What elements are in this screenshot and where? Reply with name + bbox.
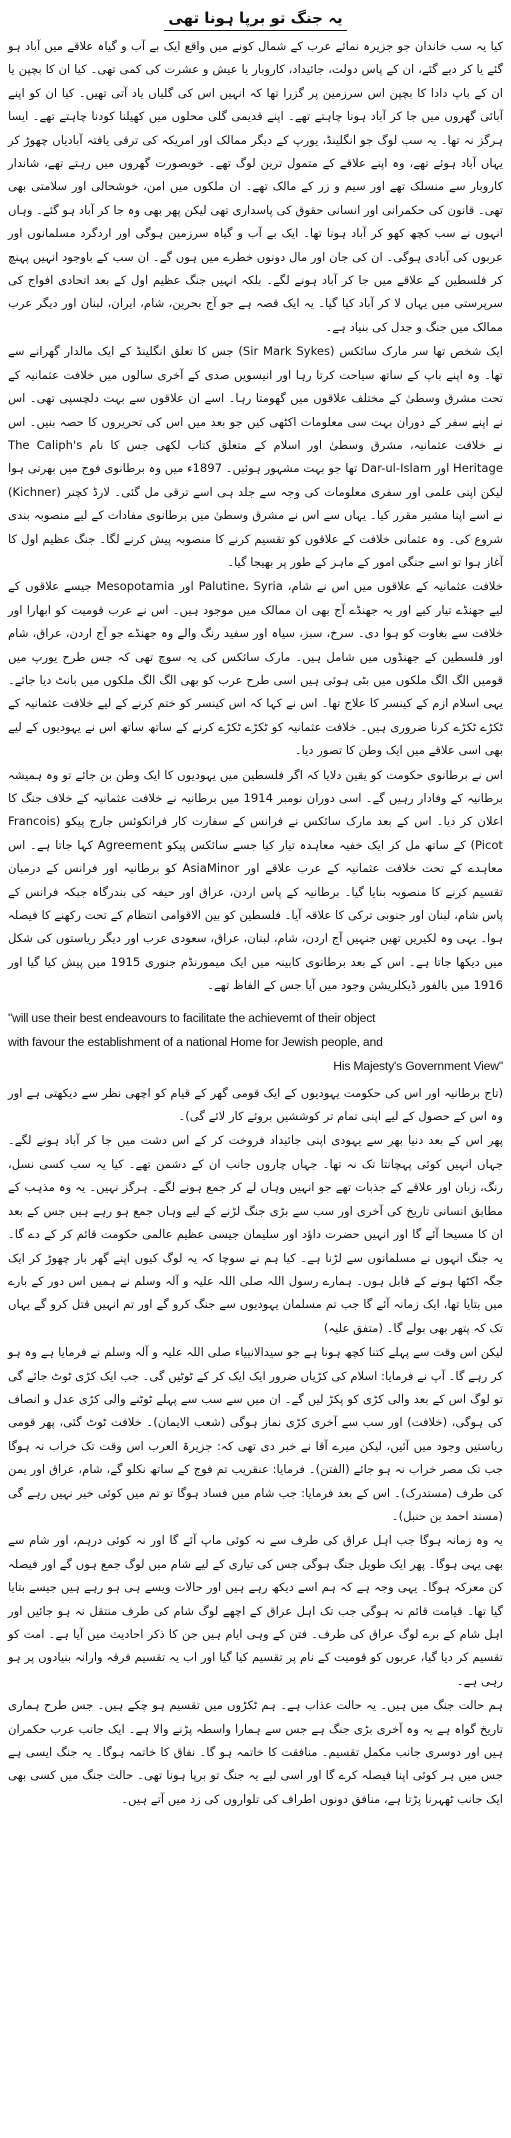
- paragraph: ہم حالت جنگ میں ہیں۔ یہ حالت عذاب ہے۔ ہم ٹکڑوں میں تقسیم ہو چکے ہیں۔ جس طرح ہماری تاریخ گواہ ہے یہ وہ آخری بڑی جنگ ہے جس سے ہمارا واسطہ پڑنے والا ہے۔ ایک جانب عرب حکمران ہیں اور دوسری جانب مکمل تقسیم۔ منافقت کا خاتمہ ہو گا۔ نفاق کا خاتمہ ہوگا۔ یہ جنگ ایسی ہے جس میں ہر کوئی اپنا فیصلہ کرے گا اور اسی لیے یہ جنگ تو برپا ہونا تھی۔ حالت جنگ میں کسی بھی ایک جانب ٹھہرنا پڑتا ہے، منافق دونوں اطراف کی تلواروں کی زد میں آتے ہیں۔: [8, 1698, 503, 1806]
- quote-line: with favour the establishment of a national Home for Jewish people, and: [8, 1034, 383, 1049]
- paragraph: پھر اس کے بعد دنیا بھر سے یہودی اپنی جائیداد فروخت کر کے اس دشت میں جا کر آباد ہونے لگے۔ جہاں انہیں کوئی پہچانتا تک نہ تھا۔ جہاں چاروں جانب ان کے دشمن تھے۔ کیا یہ سب کسی نسل، رنگ، زبان اور علاقے کے جذبات تھے جو انہیں وہاں لے کر جمع ہونے لگے۔ ہرگز نہیں۔ یہ وہ مذہب کے مطابق انسانی تاریخ کی آخری اور سب سے بڑی جنگ لڑنے کے لیے وہاں جمع ہو رہے ہیں جس کے بعد ان کا مسیحا آئے گا اور انہیں حضرت داؤد اور سلیمان جیسی عظیم عالمی حکومت قائم کر کے دے گا۔ یہ جنگ انہوں نے مسلمانوں سے لڑنا ہے۔ کیا ہم نے سوچا کہ یہ لوگ کیوں اپنے گھر بار چھوڑ کر ایک جگہ اکٹھا ہونے کے قابل ہوں۔ ہمارے رسول اللہ صلی اللہ علیہ و آلہ وسلم نے ہمیں اس دور کے بارے میں بتایا تھا، ایک زمانہ آئے گا جب تم مسلمان یہودیوں سے جنگ کرو گے اور تم انہیں قتل کرو گے یہاں تک کہ پتھر بھی بولے گا۔ (متفق علیہ): [8, 1133, 503, 1335]
- article-headline: یہ جنگ تو برپا ہونا تھی: [164, 9, 346, 31]
- paragraph: کیا یہ سب خاندان جو جزیرہ نمائے عرب کے شمال کونے میں واقع ایک بے آب و گیاہ علاقے میں آباد ہو گئے یا کر دیے گئے، ان کے پاس دولت، جائیداد، کاروبار یا عیش و عشرت کی کمی تھی۔ کیا ان کا بچپن یا ان کے باپ دادا کا بچپن اس سرزمین پر گزرا تھا کہ انہیں اس کی گلیاں یاد آتی تھیں۔ کیا ان کو اپنے آبائی گھروں میں جا کر آباد ہونا چاہتے تھے۔ اپنے قدیمی گلی محلوں میں کھیلنا کودنا چاہتے تھے۔ ایسا ہرگز نہ تھا۔ یہ سب لوگ جو انگلینڈ، یورپ کے دیگر ممالک اور امریکہ کی ترقی یافتہ آبادیاں چھوڑ کر یہاں آباد ہوئے تھے، وہ اپنے علاقے کے متمول ترین لوگ تھے۔ خوبصورت گھروں میں رہتے تھے، شاندار کاروبار سے منسلک تھے اور سیم و زر کے مالک تھے۔ ان ملکوں میں امن، خوشحالی اور سلامتی بھی تھی۔ قانون کی حکمرانی اور انسانی حقوق کی پاسداری تھی لیکن پھر بھی وہ جا کر آباد ہو گئے۔ وہاں انہوں نے سب کچھ کھو کر آباد ہونا تھا۔ ایک بے آب و گیاہ سرزمین ہوگی اور اردگرد مسلمانوں اور عربوں کی آبادی ہوگی۔ ان کی جان اور مال دونوں خطرے میں ہوں گے۔ ان سب کے باوجود انہیں پہنچ کر فلسطین کے علاقے میں جا کر آباد ہونے لگے۔ بلکہ انہیں جنگ عظیم اول کے بعد اتحادی افواج کی سرپرستی میں یہاں لا کر آباد کیا گیا۔ یہ ایک قصہ ہے جو آج بحرین، شام، ایران، لبنان اور دیگر عرب ممالک میں جنگ و جدل کی بنیاد ہے۔: [8, 39, 503, 334]
- quote-line: His Majesty's Government View": [333, 1058, 503, 1073]
- article-body: [8, 35, 503, 998]
- paragraph: لیکن اس وقت سے پہلے کتنا کچھ ہونا ہے جو سیدالانبیاء صلی اللہ علیہ و آلہ وسلم نے فرمایا ہے وہ ہو کر رہے گا۔ آپ نے فرمایا: اسلام کی کڑیاں ضرور ایک ایک کر کے ٹوٹیں گی۔ جب ایک کڑی ٹوٹ جائے گی تو لوگ اس کے بعد والی کڑی کو پکڑ لیں گے۔ ان میں سے سب سے پہلے ٹوٹنے والی کڑی عدل و انصاف کی ہوگی، (خلافت) اور سب سے آخری کڑی نماز ہوگی (شعب الایمان)۔ خلافت ٹوٹ گئی، پھر قومی ریاستیں وجود میں آئیں، لیکن میرے آقا نے خبر دی تھی کہ: جزیرۃ العرب اس وقت تک خراب نہ ہوگا جب تک مصر خراب نہ ہو جائے (الفتن)۔ فرمایا: عنقریب تم فوج کے ساتھ نکلو گے، شام، عراق اور یمن کی طرف (مستدرک)۔ اس کے بعد فرمایا: جب شام میں فساد ہوگا تو تم میں کوئی خیر نہیں رہے گی (مسند احمد بن حنبل)۔: [8, 1345, 503, 1523]
- paragraph: (تاج برطانیہ اور اس کی حکومت یہودیوں کے ایک قومی گھر کے قیام کو اچھی نظر سے دیکھتی ہے اور وہ اس کے حصول کے لیے اپنی تمام تر کوششیں بروئے کار لائے گی)۔: [8, 1085, 503, 1124]
- paragraph: ایک شخص تھا سر مارک سائکس (Sir Mark Sykes) جس کا تعلق انگلینڈ کے ایک مالدار گھرانے سے تھا۔ وہ اپنے باپ کے ساتھ سیاحت کرتا رہا اور انیسویں صدی کے آخری سالوں میں خلافت عثمانیہ کے تحت مشرق وسطیٰ کے مختلف علاقوں میں گھومتا رہا۔ اسے ان علاقوں سے بہت دلچسپی تھی۔ اس نے اپنے سفر کے دوران بہت سی معلومات اکٹھی کیں جو بعد میں اس کی تحریروں کا حصہ بنیں۔ اس نے خلافت عثمانیہ، مشرق وسطیٰ اور اسلام کے متعلق کتاب لکھی جس کا نام The Caliph's Heritage اور Dar-ul-Islam تھا جو بہت مشہور ہوئیں۔ 1897ء میں وہ برطانوی فوج میں بھرتی ہوا لیکن اپنی علمی اور سفری معلومات کی وجہ سے جلد ہی اسے ترقی مل گئی۔ لارڈ کچنر (Kichner) نے اسے اپنا مشیر مقرر کیا۔ یہاں سے اس نے مشرق وسطیٰ میں برطانوی مفادات کے لیے منصوبہ بندی شروع کی۔ وہ عثمانی خلافت کے علاقوں کو تقسیم کرنے کا منصوبہ پیش کرنے لگا۔ جنگ عظیم اول کا آغاز ہوا تو اسے جنگی امور کے ماہر کے طور پر بھیجا گیا۔: [8, 344, 503, 569]
- balfour-quote: [8, 1006, 503, 1078]
- paragraph: خلافت عثمانیہ کے علاقوں میں اس نے شام، Palutine، Syria اور Mesopotamia جیسے علاقوں کے لیے جھنڈے تیار کیے اور یہ جھنڈے آج بھی ان ممالک میں موجود ہیں۔ اس نے عرب قومیت کو ابھارا اور خلافت سے بغاوت کو ہوا دی۔ سرخ، سبز، سیاہ اور سفید رنگ والے وہ جھنڈے جو آج اردن، عراق، شام اور فلسطین کے جھنڈوں میں شامل ہیں۔ مارک سائکس کی یہ سوچ تھی کہ جس طرح یورپ میں قومیں الگ الگ ملکوں میں بٹی ہوئی ہیں اسی طرح عرب کو بھی الگ الگ ملکوں میں بانٹ دیا جائے۔ یہی اسلام ازم کے کینسر کا علاج تھا۔ اس نے کہا کہ اس کینسر کو ختم کرنے کے لیے خلافت عثمانیہ کے ٹکڑے ٹکڑے کرنا ضروری ہیں۔ خلافت عثمانیہ کو ٹکڑے ٹکڑے کرنے کے ساتھ ساتھ اس نے یہودیوں کے لیے بھی اسی علاقے میں ایک وطن کا تصور دیا۔: [8, 579, 503, 758]
- paragraph: یہ وہ زمانہ ہوگا جب اہل عراق کی طرف سے نہ کوئی ماپ آئے گا اور نہ کوئی درہم، اور شام سے بھی یہی ہوگا۔ پھر ایک طویل جنگ ہوگی جس کی تیاری کے لیے شام میں لوگ جمع ہوں گے اور فیصلہ کن معرکہ ہوگا۔ یہی وجہ ہے کہ ہم اسے دیکھ رہے ہیں اور حالات ویسے ہی ہو رہے ہیں جیسے بتایا گیا تھا۔ قیامت قائم نہ ہوگی جب تک اہل عراق کے اچھے لوگ شام کی طرف منتقل نہ ہو جائیں اور اہل شام کے برے لوگ عراق کی طرف۔ فتن کے وہی ایام ہیں جن کا ذکر احادیث میں آیا ہے۔ امت کو تقسیم کر دیا گیا، عربوں کو قومیت کے نام پر تقسیم کیا گیا اور اب یہ تقسیم فرقہ وارانہ بنیادوں پر ہو رہی ہے۔: [8, 1533, 503, 1688]
- paragraph: اس نے برطانوی حکومت کو یقین دلایا کہ اگر فلسطین میں یہودیوں کا ایک وطن بن جائے تو وہ ہمیشہ برطانیہ کے وفادار رہیں گے۔ اسی دوران نومبر 1914 میں برطانیہ نے خلافت عثمانیہ کے خلاف جنگ کا اعلان کر دیا۔ اس کے بعد مارک سائکس نے فرانس کے سفارت کار فرانکوئس جارج پیکو (Francois Picot) کے ساتھ مل کر ایک خفیہ معاہدہ تیار کیا جسے سائکس پیکو Agreement کہا جاتا ہے۔ اس معاہدے کے تحت خلافت عثمانیہ کے عرب علاقے اور AsiaMinor کو برطانیہ اور فرانس کے درمیان تقسیم کرنے کا منصوبہ بنایا گیا۔ برطانیہ کے پاس اردن، عراق اور حیفہ کی بندرگاہ جبکہ فرانس کے پاس شام، لبنان اور جنوبی ترکی کا علاقہ آیا۔ فلسطین کو بین الاقوامی انتظام کے تحت رکھنے کا فیصلہ ہوا۔ یہی وہ لکیریں تھیں جنہیں آج اردن، شام، لبنان، عراق، سعودی عرب اور دیگر ریاستوں کی شکل میں دیکھا جاتا ہے۔ اس کے بعد برطانوی کابینہ میں ایک میمورنڈم جنوری 1915 میں پیش کیا گیا اور 1916 میں بالفور ڈیکلریشن وجود میں آیا جس کے الفاظ تھے۔: [8, 767, 503, 993]
- quote-line: "will use their best endeavours to facilitate the achievemt of their object: [8, 1010, 376, 1025]
- article-body-continued: [8, 1082, 503, 1812]
- headline-container: [8, 8, 503, 31]
